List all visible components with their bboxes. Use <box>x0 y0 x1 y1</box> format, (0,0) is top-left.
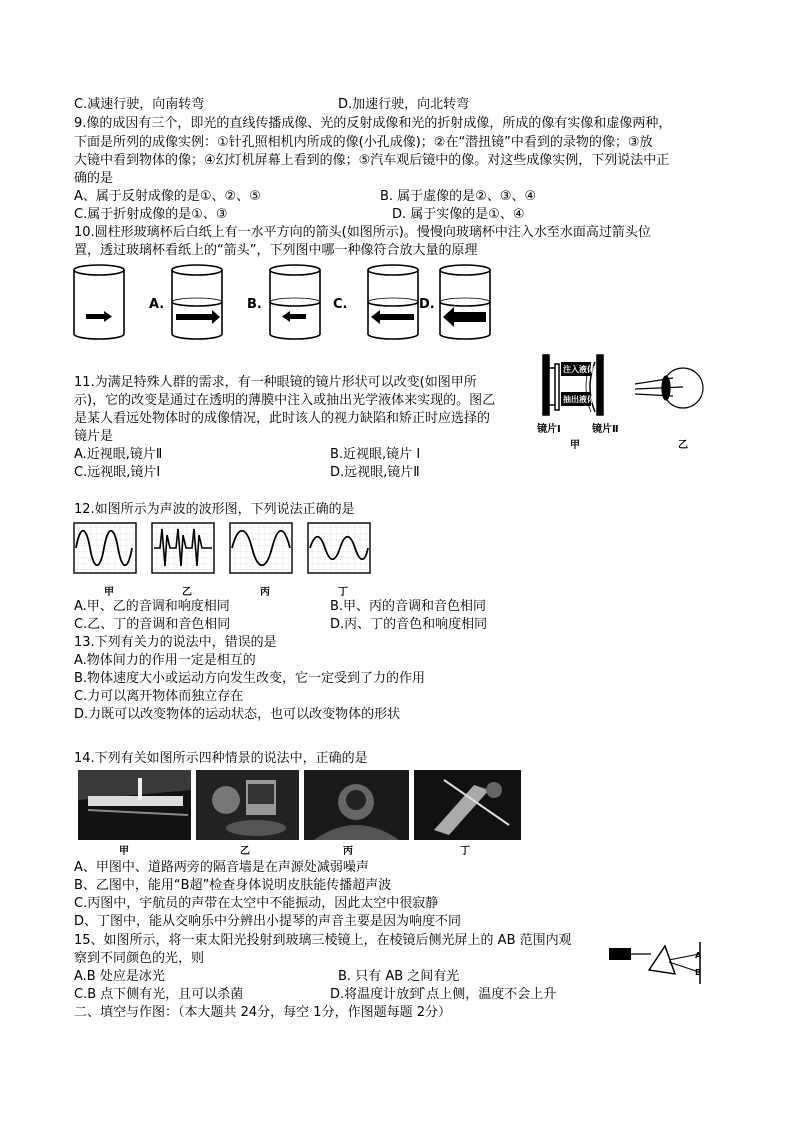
q13-stem: 13.下列有关力的说法中，错误的是 <box>74 635 277 650</box>
q9-stem-line3: 大镜中看到物体的像；④幻灯机屏幕上看到的像；⑤汽车观后镜中的像。对这些成像实例，下列说法中正 <box>74 153 670 168</box>
q8-option-d: D.加速行驶，向北转弯 <box>338 97 470 112</box>
q11-option-d: D.远视眼,镜片Ⅱ <box>330 465 420 480</box>
fig-lens-two-label: 镜片Ⅱ <box>592 424 619 435</box>
q11-option-c: C.远视眼,镜片Ⅰ <box>74 465 161 480</box>
q14-option-c: C.丙图中，宇航员的声带在太空中不能振动，因此太空中很寂静 <box>74 896 439 911</box>
q12-option-d: D.丙、丁的音色和响度相同 <box>330 617 488 632</box>
glass-option-a <box>172 265 222 339</box>
waveform-ding <box>308 523 370 573</box>
q15-stem-line2: 察到不同颜色的光，则 <box>74 951 205 966</box>
glass-option-d <box>440 265 490 339</box>
q14-caption-yi: 乙 <box>240 846 250 857</box>
q11-lens-figure <box>535 350 710 450</box>
q12-caption-jia: 甲 <box>104 587 114 598</box>
lens-one <box>543 355 559 415</box>
q12-caption-bing: 丙 <box>260 587 270 598</box>
glass-option-b <box>270 265 320 339</box>
q9-stem-line4: 确的是 <box>74 171 114 186</box>
q12-waveform-figure <box>72 521 382 581</box>
fig-extract-label: 抽出液体 <box>563 395 595 404</box>
arrow-option-a <box>176 310 220 324</box>
sun-light-source <box>609 948 631 960</box>
q13-option-a: A.物体间力的作用一定是相互的 <box>74 653 256 668</box>
q14-option-d: D、丁图中，能从交响乐中分辨出小提琴的声音主要是因为响度不同 <box>74 914 462 929</box>
q15-option-a: A.B 处应是冰光 <box>74 969 165 984</box>
q10-stem-line1: 10.圆柱形玻璃杯后白纸上有一水平方向的箭头(如图所示)。慢慢向玻璃杯中注入水至水面高过箭头位 <box>74 225 651 240</box>
q10-label-a: A. <box>149 297 165 312</box>
q14-caption-bing: 丙 <box>343 846 353 857</box>
q12-option-b: B.甲、丙的音调和音色相同 <box>330 599 487 614</box>
q9-option-b: B. 属于虚像的是②、③、④ <box>380 189 537 204</box>
q8-option-c: C.减速行驶，向南转弯 <box>74 97 205 112</box>
waveform-bing <box>230 523 292 573</box>
arrow-option-c <box>371 310 414 324</box>
q15-option-c: C.B 点下侧有光，且可以杀菌 <box>74 987 244 1002</box>
q11-stem-line4: 镜片是 <box>74 429 114 444</box>
q10-label-c: C. <box>333 297 348 312</box>
q10-label-d: D. <box>419 297 435 312</box>
fig-jia-label: 甲 <box>570 440 580 451</box>
q15-fig-a: A <box>695 951 702 960</box>
q12-stem: 12.如图所示为声波的波形图，下列说法正确的是 <box>74 502 355 517</box>
q14-photo-yi <box>196 770 299 840</box>
q11-option-a: A.近视眼,镜片Ⅱ <box>74 447 163 462</box>
q9-option-c: C.属于折射成像的是①、③ <box>74 207 228 222</box>
q12-option-c: C.乙、丁的音调和音色相同 <box>74 617 231 632</box>
glass-original <box>74 265 124 339</box>
arrow-original <box>86 311 112 322</box>
fig-lens-one-label: 镜片Ⅰ <box>537 424 561 435</box>
q9-stem-line2: 下面是所列的成像实例：①针孔照相机内所成的像(小孔成像)；②在“潜扭镜”中看到的录物的像；③放 <box>74 135 653 150</box>
q9-option-a: A、属于反射成像的是①、②、⑤ <box>74 189 261 204</box>
q15-option-b: B. 只有 AB 之间有光 <box>338 969 460 984</box>
q14-option-b: B、乙图中，能用“B超”检查身体说明皮肤能传播超声波 <box>74 878 392 893</box>
q14-photo-jia <box>78 770 191 840</box>
q14-caption-ding: 丁 <box>460 846 470 857</box>
fig-inject-label: 注入液体 <box>563 365 595 374</box>
glass-option-c <box>368 265 418 339</box>
q11-option-b: B.近视眼,镜片 I <box>330 447 421 462</box>
q12-caption-ding: 丁 <box>338 587 348 598</box>
q11-stem-line2: 示)，它的改变是通过在透明的薄膜中注入或抽出光学液体来实现的。图乙 <box>74 393 496 408</box>
arrow-option-d <box>443 307 486 327</box>
q12-option-a: A.甲、乙的音调和响度相同 <box>74 599 230 614</box>
q11-stem-line1: 11.为满足特殊人群的需求，有一种眼镜的镜片形状可以改变(如图甲所 <box>74 375 477 390</box>
q14-photo-bing <box>304 770 409 840</box>
section-two-title: 二、填空与作图：（本大题共 24分，每空 1分，作图题每题 2分） <box>74 1005 451 1020</box>
q14-stem: 14.下列有关如图所示四种情景的说法中，正确的是 <box>74 751 368 766</box>
waveform-yi <box>152 523 214 573</box>
q12-caption-yi: 乙 <box>182 587 192 598</box>
q13-option-c: C.力可以离开物体而独立存在 <box>74 689 244 704</box>
q14-caption-jia: 甲 <box>119 846 129 857</box>
q9-stem-line1: 9.像的成因有三个，即光的直线传播成像、光的反射成像和光的折射成像，所成的像有实像和虚像两种， <box>74 116 672 131</box>
q13-option-d: D.力既可以改变物体的运动状态，也可以改变物体的形状 <box>74 707 401 722</box>
q15-fig-b: B <box>695 968 702 977</box>
q13-option-b: B.物体速度大小或运动方向发生改变，它一定受到了力的作用 <box>74 671 426 686</box>
arrow-option-b <box>282 311 306 322</box>
fig-yi-label: 乙 <box>678 440 688 451</box>
q10-stem-line2: 置，透过玻璃杯看纸上的“箭头”，下列图中哪一种像符合放大量的原理 <box>74 243 478 258</box>
q14-option-a: A、甲图中、道路两旁的隔音墙是在声源处减弱噪声 <box>74 860 369 875</box>
waveform-jia <box>74 523 136 573</box>
q11-stem-line3: 是某人看远处物体时的成像情况，此时该人的视力缺陷和矫正时应选择的 <box>74 411 491 426</box>
q14-photo-ding <box>414 770 521 840</box>
q10-label-b: B. <box>247 297 262 312</box>
q15-stem-line1: 15、如图所示，将一束太阳光投射到玻璃三棱镜上，在棱镜后侧光屏上的 AB 范围内观 <box>74 933 572 948</box>
eye-diagram <box>635 368 703 408</box>
q15-prism-figure <box>607 938 707 988</box>
q9-option-d: D. 属于实像的是①、④ <box>392 207 525 222</box>
q15-option-d: D.将温度计放到 ̂点上侧，温度不会上升 <box>330 987 557 1002</box>
